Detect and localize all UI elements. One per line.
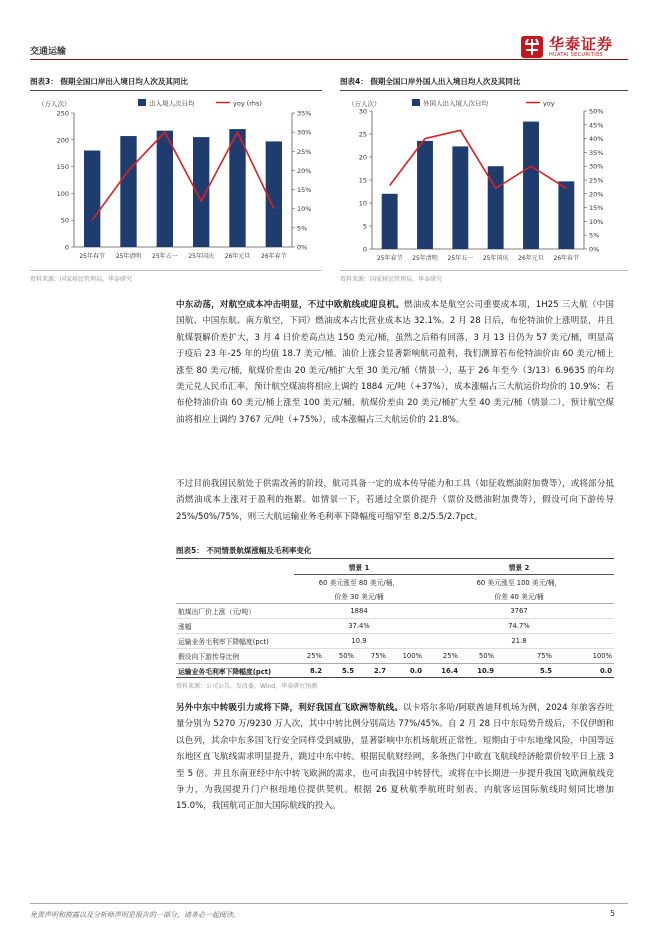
table-cell: 1884 [350,607,368,615]
fig4-bottom-rule [340,270,628,271]
bar [452,146,468,249]
paragraph-fuel-cost-body: 燃油成本是航空公司重要成本项，1H25 三大航（中国国航、中国东航、南方航空，下同）燃油成本占比营业成本达 32.1%。2 月 28 日后，布伦特油价上涨明显，并且航煤裂解价差扩大，3 月 4 日价差高点达 150 美元/桶，虽然之后稍有回落，3 月 13 日仍为 57 美元/桶，明显高于疫后 23 年-25 年的均值 18.7 美元/桶。油价上涨会显著影响航司盈利，我们测算若布伦特油价由 60 美元/桶上涨至 80 美元/桶，航煤价差由 20 美元/桶扩大至 30 美元/桶（情景一），基于 26 年至今（3/13）6.9635 的年均美元兑人民币汇率，预计航空煤油将相应上调约 1884 元/吨（+37%），成本涨幅占三大航运价均价的 10.9%；若布伦特油价由 60 美元/桶上涨至 100 美元/桶，航煤价差由 20 美元/桶扩大至 40 美元/桶（情景二），预计航空煤油将相应上调约 3767 元/吨（+75%），成本涨幅占三大航运价的 21.8%。 [176,300,614,425]
row-label: 运输业务毛利率下降幅度(pct) [178,668,272,676]
table-row [176,575,614,590]
scenario1-header: 情景 1 [294,560,424,575]
y-tick-label: 5 [362,222,367,231]
yoy-line [390,130,567,188]
table-cell: 25% [442,652,458,660]
legend-bar-label: 外国人出入境人次日均 [423,99,488,108]
page-number: 5 [610,909,616,918]
y2-tick-label: 0% [589,245,600,254]
table-cell: 50% [478,652,494,660]
y-tick-label: 250 [56,109,69,118]
table-cell: 0.0 [409,667,422,675]
fig4-source: 资料来源：国家移民管理局，华泰研究 [340,276,443,283]
legend-line-label: yoy [543,99,555,108]
logo-text-cn: 华泰证券 [549,34,614,53]
y2-tick-label: 30% [297,128,312,137]
table-cell: 25% [306,652,322,660]
brand-logo [520,34,613,60]
x-tick-label: 25年五一 [447,255,474,262]
table-cell: 0.0 [599,667,612,675]
fig3-title: 图表3： 假期全国口岸出入境日均人次及其同比 [30,77,188,86]
paragraph-middle-east-transfer [176,700,614,815]
table-row [176,604,614,619]
table-cell: 100% [402,652,422,660]
y2-tick-label: 0% [297,243,308,252]
y-tick-label: 30 [358,107,367,116]
y-tick-label: 15 [358,176,367,185]
table-cell: 5.5 [539,667,552,675]
y2-tick-label: 30% [589,162,604,171]
row-label: 航煤出厂价上涨（元/吨） [178,608,256,616]
header-divider [30,59,628,60]
unit-label: （万人次） [348,100,381,108]
table-cell: 8.2 [309,667,322,675]
y2-tick-label: 35% [297,109,312,118]
y2-tick-label: 15% [589,204,604,213]
x-tick-label: 25年清明 [115,253,142,260]
scenario1-desc-a: 60 美元涨至 80 美元/桶， [318,579,400,587]
section-title: 交通运输 [30,47,67,57]
x-tick-label: 25年清明 [412,255,438,262]
x-tick-label: 25年国庆 [482,255,509,262]
bar [523,122,539,249]
legend-bar-swatch [412,99,420,106]
bar [120,136,136,247]
y-tick-label: 25 [358,130,367,139]
y2-tick-label: 15% [297,186,312,195]
yoy-line [92,132,274,220]
table-row [176,634,614,649]
y2-tick-label: 20% [297,166,312,175]
y-tick-label: 200 [56,136,69,145]
table5-bottom-rule [176,677,614,678]
legend-bar-swatch [138,99,146,106]
fig3-chart [30,93,322,268]
row-label: 涨幅 [178,623,192,631]
bar [382,194,398,249]
y2-tick-label: 10% [589,217,604,226]
table-row [176,589,614,604]
y2-tick-label: 5% [589,231,600,240]
y2-tick-label: 10% [297,205,312,214]
x-tick-label: 26年春节 [261,253,287,260]
logo-mark-icon [520,35,544,59]
y2-tick-label: 35% [589,148,604,157]
table-cell: 50% [338,652,354,660]
table-row [176,619,614,634]
x-tick-label: 26年元旦 [224,253,251,260]
scenario-table [176,560,614,678]
table5-top-rule [176,558,614,559]
row-label: 运输业务毛利率下降幅度(pct) [178,638,269,646]
paragraph-middle-east-body: 以卡塔尔多哈/阿联酋迪拜机场为例，2024 年旅客吞吐量分别为 5270 万/9230 万人次，其中中转比例分别高达 77%/45%。自 2 月 28 日中东局势升级后，不仅伊朗和以色列，其余中东多国飞行安全同样受到威胁，显著影响中东机场航班正常性。短期由于中东地缘风险，中国等远东地区直飞航线需求明显提升，跳过中东中转。根据民航财经网，多条热门中欧直飞航线经济舱票价较平日上涨 3 至 5 倍。并且东南亚经中东中转飞欧洲的需求，也可由我国中转替代，或将在中长期进一步提升我国飞欧洲航线竞争力，为我国提升门户枢纽地位提供契机。根据 26 夏秋航季航班时刻表，内航客运国际航线时刻同比增加 15.0%，我国航司正加大国际航线的投入。 [176,703,614,812]
y2-tick-label: 50% [589,107,604,116]
x-tick-label: 25年五一 [152,253,178,260]
table5-title: 图表5： 不同情景航煤涨幅及毛利率变化 [176,546,312,555]
bar [229,129,245,247]
table-cell: 100% [592,652,612,660]
paragraph-pass-through: 不过目前我国民航处于供需改善的阶段，航司具备一定的成本传导能力和工具（如征收燃油附加费等），或将部分抵消燃油成本上涨对于盈利的拖累。如情景一下，若通过全票价提升（票价及燃油附加费等），假设可向下游传导 25%/50%/75%，则三大航运输业务毛利率下降幅度可缩窄至 8.2/5.5/2.7pct。 [176,479,614,522]
bar [193,137,209,247]
y-tick-label: 100 [56,189,69,198]
footer-disclaimer: 免责声明和披露以及分析师声明是报告的一部分，请务必一起阅读。 [30,911,240,919]
y-tick-label: 0 [64,243,69,252]
y-tick-label: 150 [56,163,69,172]
table-cell: 3767 [510,607,528,615]
table-cell: 10.9 [477,667,494,675]
fig3-rule [30,90,322,91]
y2-tick-label: 25% [297,147,312,156]
table5-source: 资料来源：公司公告，发改委，Wind，华泰研究预测 [176,683,318,690]
paragraph-fuel-cost [176,297,614,428]
fig3-source: 资料来源：国家移民管理局，华泰研究 [30,276,133,283]
y2-tick-label: 25% [589,176,604,185]
x-tick-label: 26年元旦 [518,255,544,262]
legend-line-label: yoy (rhs) [233,99,262,108]
fig3-bottom-rule [30,270,322,271]
y-tick-label: 0 [362,245,367,254]
table-row [176,649,614,664]
bar [266,141,282,247]
bar [558,181,574,249]
table-cell: 75% [370,652,386,660]
table-row [176,560,614,575]
scenario2-desc-a: 60 美元涨至 100 美元/桶， [476,579,562,587]
unit-label: （万人次） [38,100,71,108]
table-row [176,664,614,679]
scenario2-desc-b: 价差 40 美元/桶 [494,593,544,601]
y-tick-label: 20 [358,153,367,162]
legend-bar-label: 出入境人次日均 [149,99,195,108]
bar [84,151,100,247]
table-cell: 75% [536,652,552,660]
scenario1-desc-b: 价差 30 美元/桶 [334,593,384,601]
y2-tick-label: 45% [589,121,604,130]
table-cell: 21.8 [511,637,527,645]
y-tick-label: 10 [358,199,367,208]
fig4-chart [340,93,628,268]
row-label: 假设向下游传导比例 [178,653,240,661]
bar [417,141,433,249]
fig4-rule [340,90,628,91]
fig4-title: 图表4： 假期全国口岸外国人出入境日均人次及其同比 [340,77,521,86]
logo-text-en: HUATAI SECURITIES [549,51,603,58]
table-cell: 10.9 [351,637,367,645]
x-tick-label: 25年春节 [79,253,105,260]
y2-tick-label: 20% [589,190,604,199]
table-cell: 2.7 [373,667,386,675]
y2-tick-label: 5% [297,224,308,233]
footer-divider [30,903,628,904]
x-tick-label: 26年春节 [553,255,580,262]
paragraph-fuel-cost-lead: 中东动荡，对航空成本冲击明显，不过中欧航线或迎良机。 [176,300,405,310]
table-cell: 5.5 [341,667,354,675]
y2-tick-label: 40% [589,135,604,144]
x-tick-label: 25年春节 [376,255,403,262]
x-tick-label: 25年国庆 [188,253,214,260]
scenario2-header: 情景 2 [424,560,614,575]
paragraph-middle-east-lead: 另外中东中转吸引力或将下降，利好我国直飞欧洲等航线。 [176,703,404,713]
y-tick-label: 50 [60,216,69,225]
table-cell: 37.4% [348,622,370,630]
table-cell: 74.7% [508,622,530,630]
table-cell: 16.4 [441,667,458,675]
bar [157,131,173,247]
